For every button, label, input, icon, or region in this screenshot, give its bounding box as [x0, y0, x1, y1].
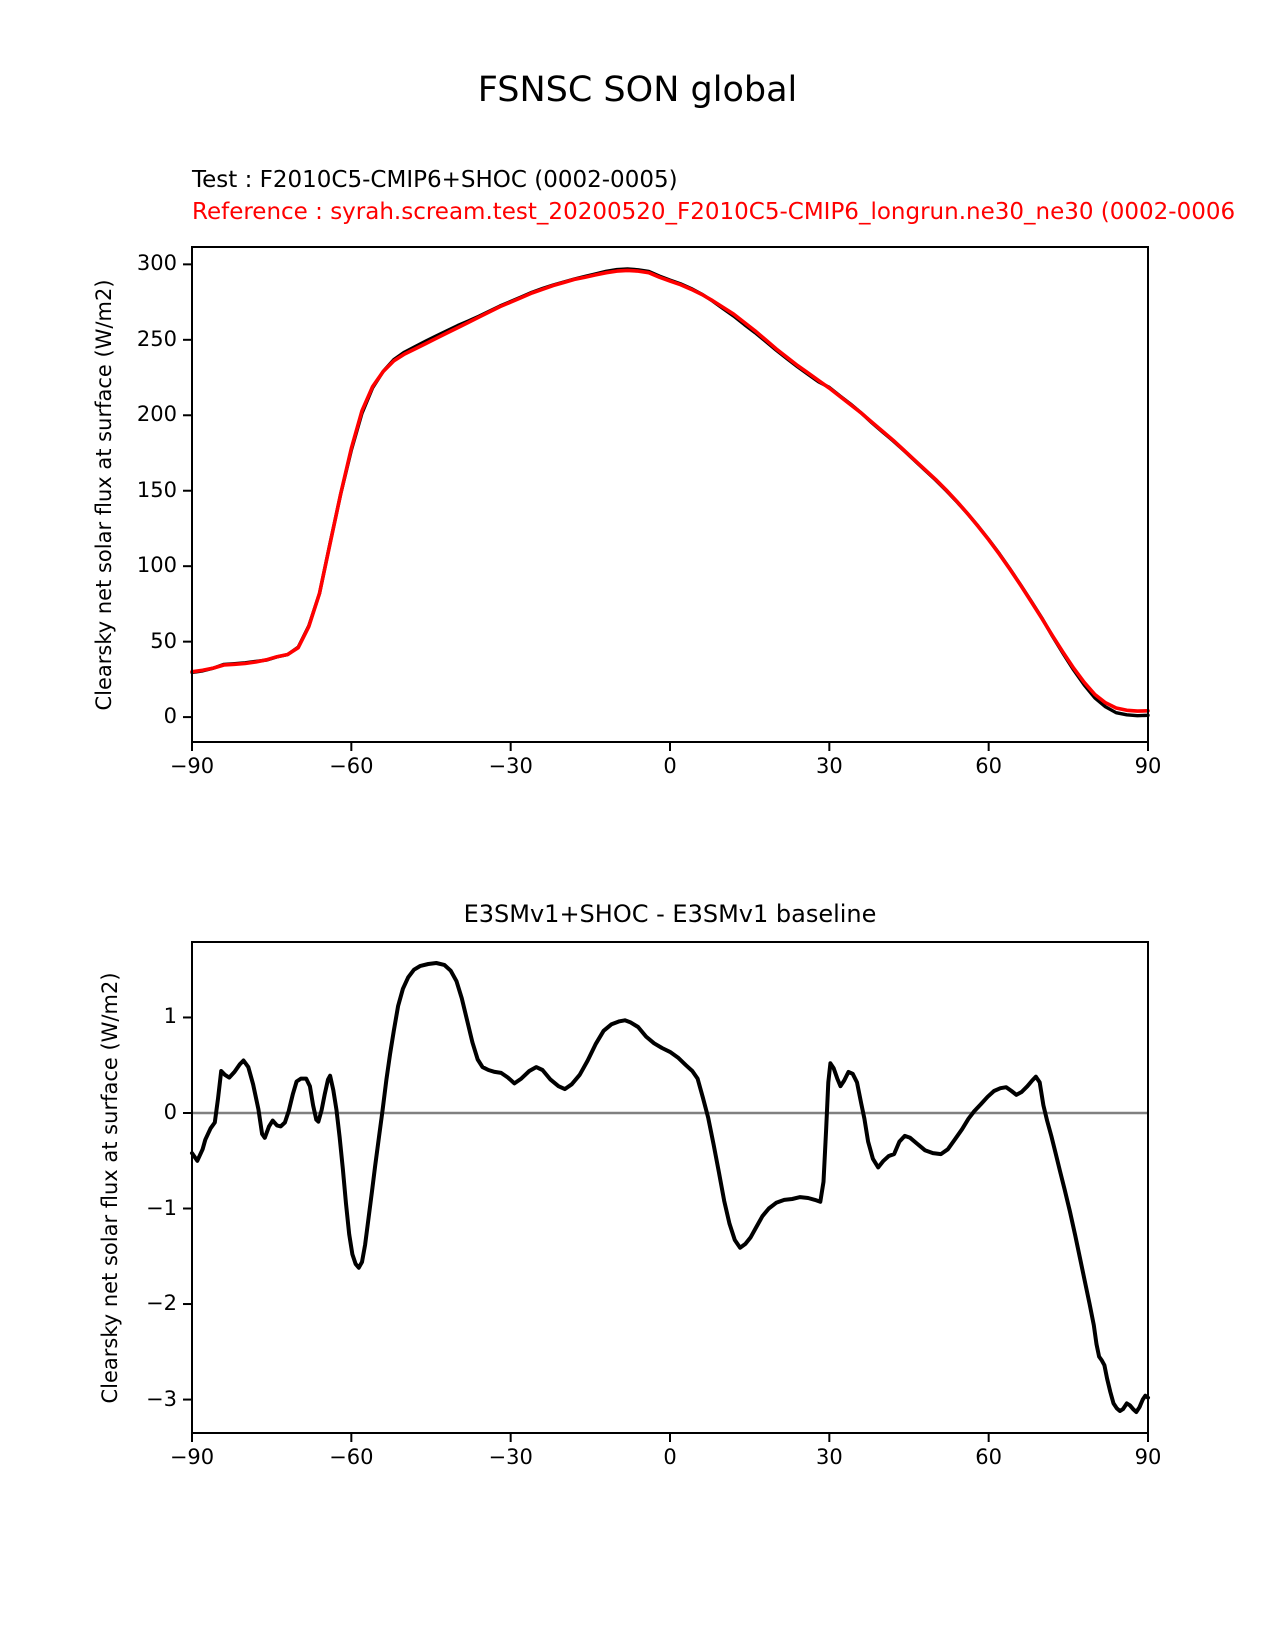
x-tick-label: 90 [1134, 1445, 1162, 1469]
y-tick-label: 200 [136, 402, 177, 427]
bottom-plot-title [0, 900, 1275, 928]
x-tick-label: 60 [975, 1445, 1003, 1469]
x-tick-label: −30 [488, 1445, 533, 1469]
y-tick-label: −1 [146, 1195, 177, 1220]
x-tick-label: 60 [975, 754, 1003, 778]
y-tick-label: 300 [136, 251, 177, 276]
reference-legend-line: Reference : syrah.scream.test_20200520_F2010C5-CMIP6_longrun.ne30_ne30 (0002-0006 [192, 199, 1236, 225]
y-tick-label: −2 [146, 1291, 177, 1316]
y-tick-label: 150 [136, 477, 177, 502]
x-tick-label: −60 [329, 754, 374, 778]
y-tick-label: −3 [146, 1386, 177, 1411]
y-tick-label: 1 [163, 1004, 177, 1029]
x-tick-label: 90 [1134, 754, 1162, 778]
x-tick-label: −30 [488, 754, 533, 778]
y-tick-label: 250 [136, 326, 177, 351]
bottom-plot-title-text: E3SMv1+SHOC - E3SMv1 baseline [463, 900, 877, 928]
y-tick-label: 100 [136, 553, 177, 578]
test-legend-line: Test : F2010C5-CMIP6+SHOC (0002-0005) [192, 167, 678, 193]
bottom-y-axis-label: Clearsky net solar flux at surface (W/m2) [98, 972, 122, 1404]
x-tick-label: −90 [169, 754, 215, 778]
y-tick-label: 50 [150, 628, 177, 653]
figure-title: FSNSC SON global [477, 70, 798, 110]
x-tick-label: 0 [663, 754, 677, 778]
x-tick-label: −60 [329, 1445, 374, 1469]
x-tick-label: −90 [169, 1445, 215, 1469]
x-tick-label: 0 [663, 1445, 677, 1469]
y-tick-label: 0 [163, 704, 177, 729]
y-tick-label: 0 [163, 1099, 177, 1124]
x-tick-label: 30 [815, 1445, 843, 1469]
x-tick-label: 30 [815, 754, 843, 778]
top-y-axis-label: Clearsky net solar flux at surface (W/m2) [92, 279, 116, 711]
